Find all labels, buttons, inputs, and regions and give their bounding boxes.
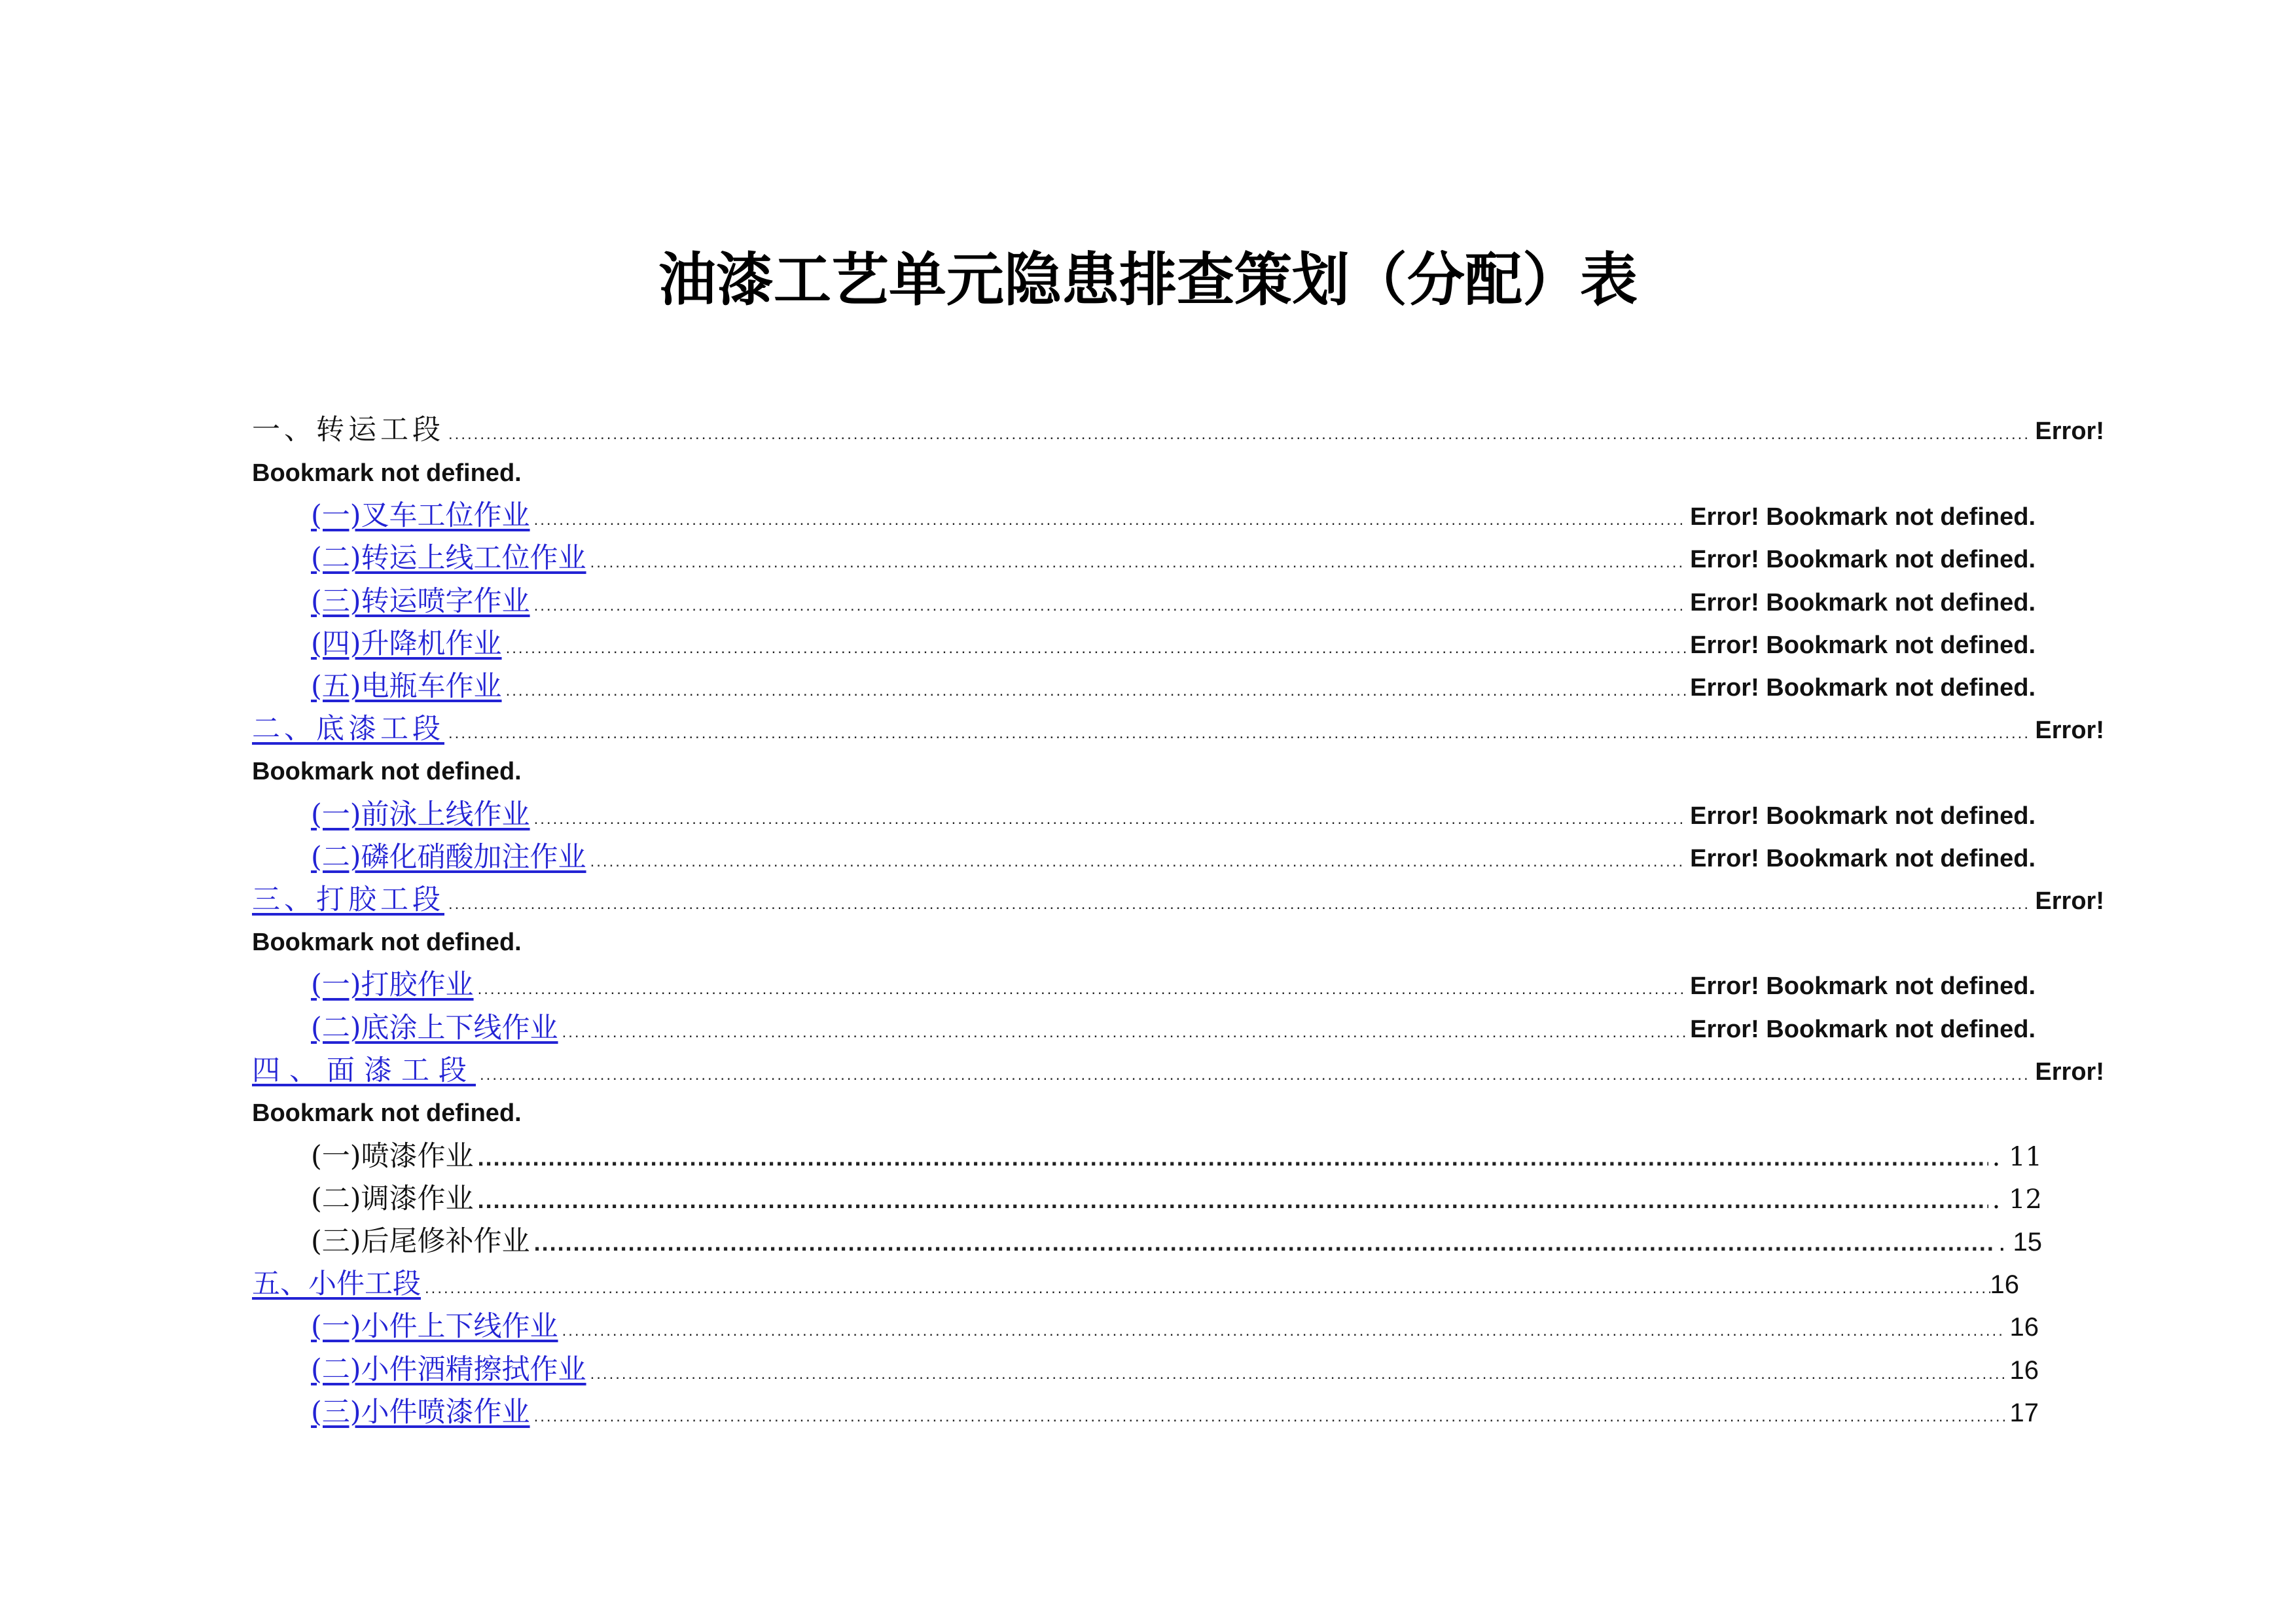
toc-link[interactable]: (三)小件喷漆作业 (311, 1396, 530, 1429)
toc-link[interactable]: (五)电瓶车作业 (311, 670, 502, 703)
toc-page: . 15 (1998, 1228, 2042, 1257)
toc-leader (448, 712, 2031, 755)
toc-link[interactable]: (二)转运上线工位作业 (311, 542, 586, 575)
toc-leader (478, 1179, 1988, 1222)
toc-entry-section-2[interactable] (252, 707, 2104, 751)
toc-entry[interactable] (311, 1135, 2042, 1178)
toc-entry[interactable] (311, 793, 2036, 836)
toc-page: 16 (1990, 1270, 2019, 1299)
toc-entry[interactable] (311, 494, 2036, 537)
toc-leader (562, 1310, 2006, 1353)
toc-entry[interactable] (311, 1391, 2039, 1434)
toc-entry[interactable] (311, 836, 2036, 879)
toc-entry-section-5[interactable] (252, 1262, 2019, 1306)
toc-page: 16 (2009, 1313, 2039, 1342)
toc-page: Error! Bookmark not defined. (1690, 845, 2036, 872)
toc-entry[interactable] (311, 580, 2036, 623)
toc-leader (590, 541, 1687, 584)
toc-leader (478, 968, 1687, 1011)
toc-entry[interactable] (311, 1348, 2039, 1391)
toc-link[interactable]: (二)底涂上下线作业 (311, 1012, 558, 1044)
toc-entry[interactable] (311, 963, 2036, 1007)
toc-leader (590, 840, 1687, 883)
toc-leader (448, 883, 2031, 926)
toc-leader (590, 1353, 2006, 1396)
toc-error-wrap: Bookmark not defined. (252, 459, 522, 487)
toc-entry[interactable] (311, 1220, 2042, 1263)
toc-page: Error! Bookmark not defined. (1690, 632, 2036, 659)
toc-page: Error! Bookmark not defined. (1690, 1016, 2036, 1043)
toc-leader (534, 1221, 1995, 1264)
toc-leader (534, 1395, 2006, 1438)
toc-page: Error! Bookmark not defined. (1690, 589, 2036, 616)
toc-link[interactable]: 三、打胶工段 (252, 883, 444, 916)
toc-error-wrap: Bookmark not defined. (252, 1099, 522, 1127)
toc-link[interactable]: (二)小件酒精擦拭作业 (311, 1353, 586, 1386)
toc-page: Error! Bookmark not defined. (1690, 546, 2036, 573)
toc-link[interactable]: 四、面漆工段 (252, 1054, 476, 1087)
toc-link[interactable]: (一)小件上下线作业 (311, 1310, 558, 1343)
toc-leader (534, 499, 1687, 542)
toc-link[interactable]: 二、底漆工段 (252, 713, 444, 745)
toc-label[interactable]: (二)调漆作业 (311, 1183, 474, 1215)
toc-error-wrap: Bookmark not defined. (252, 929, 522, 956)
toc-page: Error! Bookmark not defined. (1690, 674, 2036, 702)
toc-leader (448, 413, 2031, 456)
toc-page: Error! Bookmark not defined. (1690, 972, 2036, 1000)
toc-page: 17 (2009, 1399, 2039, 1427)
toc-leader (534, 798, 1687, 841)
toc-leader (425, 1267, 1990, 1310)
toc-page: . 12 (1992, 1185, 2042, 1215)
toc-link[interactable]: (一)叉车工位作业 (311, 499, 530, 532)
toc-page: Error! (2035, 418, 2104, 445)
toc-leader (506, 669, 1687, 713)
toc-entry-section-3[interactable] (252, 878, 2104, 921)
toc-link[interactable]: 五、小件工段 (252, 1268, 421, 1300)
toc-entry[interactable] (311, 665, 2036, 708)
toc-entry-section-4[interactable] (252, 1049, 2104, 1092)
toc-label[interactable]: (三)后尾修补作业 (311, 1225, 530, 1258)
toc-page: Error! Bookmark not defined. (1690, 802, 2036, 830)
toc-entry[interactable] (311, 1305, 2039, 1348)
toc-page: Error! (2035, 1058, 2104, 1086)
toc-page: 16 (2009, 1356, 2039, 1385)
toc-leader (480, 1054, 2031, 1097)
toc-link[interactable]: (一)打胶作业 (311, 969, 474, 1001)
toc-label[interactable]: 一、转运工段 (252, 414, 444, 446)
toc-leader (478, 1136, 1988, 1179)
page-title: 油漆工艺单元隐患排查策划（分配）表 (658, 246, 1638, 313)
toc-entry-section-1[interactable] (252, 408, 2104, 452)
toc-page: Error! (2035, 887, 2104, 915)
toc-entry[interactable] (311, 1177, 2042, 1221)
toc-leader (562, 1011, 1687, 1054)
toc-page: Error! (2035, 717, 2104, 744)
toc-page: Error! Bookmark not defined. (1690, 503, 2036, 531)
toc-label[interactable]: (一)喷漆作业 (311, 1140, 474, 1173)
toc-leader (534, 584, 1687, 628)
toc-error-wrap: Bookmark not defined. (252, 758, 522, 785)
toc-page: . 11 (1992, 1142, 2042, 1172)
toc-link[interactable]: (一)前泳上线作业 (311, 798, 530, 831)
toc-link[interactable]: (四)升降机作业 (311, 628, 502, 660)
toc-link[interactable]: (二)磷化硝酸加注作业 (311, 841, 586, 874)
toc-link[interactable]: (三)转运喷字作业 (311, 585, 530, 618)
toc-leader (506, 627, 1687, 670)
toc-entry[interactable] (311, 622, 2036, 666)
toc-entry[interactable] (311, 537, 2036, 580)
toc-entry[interactable] (311, 1007, 2036, 1050)
